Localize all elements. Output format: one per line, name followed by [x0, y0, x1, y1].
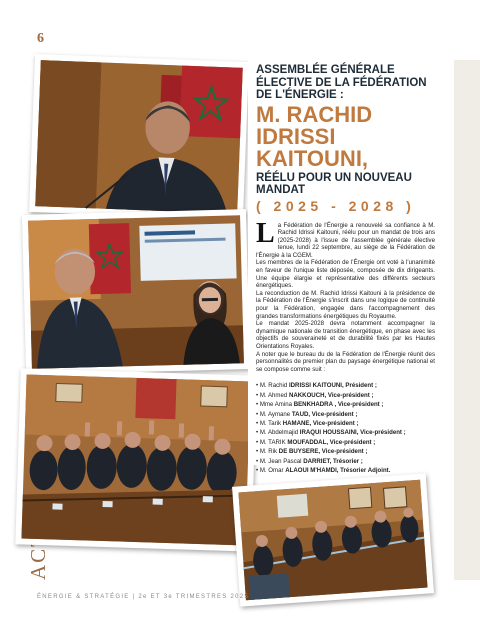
article-paragraph: Les membres de la Fédération de l'Énergie ont voté à l'unanimité en faveur de l'unique liste déposée, composée de dix dirigeants. Une équipe élargie et représentative des différents secteurs énergétiques.: [256, 259, 435, 290]
page-number: 6: [37, 31, 44, 46]
member-role: , Vice-président ;: [324, 391, 374, 399]
board-member-item: [256, 466, 435, 475]
member-prefix: Mme Amina: [259, 401, 294, 409]
board-members-list: [256, 381, 435, 475]
member-surname: IRAQUI HOUSSAINI: [299, 429, 357, 437]
magazine-footer: ÉNERGIE & STRATÉGIE | 2e ET 3e TRIMESTRES 2025: [37, 594, 250, 600]
member-prefix: M. Ahmed: [259, 391, 289, 399]
member-prefix: M. Rik: [259, 448, 279, 456]
member-surname: ALAOUI M'HAMDI: [285, 467, 337, 475]
member-surname: IDRISSI KAITOUNI: [288, 382, 342, 390]
member-surname: DARRIET: [303, 457, 330, 465]
photo-president-and-panel-image: [28, 215, 244, 368]
bullet-icon: •: [256, 457, 260, 465]
board-member-item: [256, 400, 435, 409]
member-prefix: M. Omar: [259, 467, 286, 475]
photo-assembly-vote: [15, 368, 256, 551]
photo-president-and-panel: [22, 209, 250, 375]
member-prefix: M. Jean Pascal: [259, 457, 304, 465]
member-prefix: M. Aymane: [259, 410, 292, 418]
bullet-icon: •: [256, 438, 260, 446]
article-paragraph: Le mandat 2025-2028 devra notamment accompagner la dynamique nationale de transition énergétique, en phase avec les objectifs de souveraineté et de durabilité fixés par les Hautes Orientations Royales.: [256, 320, 435, 350]
member-prefix: M. Tarik: [259, 420, 283, 427]
bullet-icon: •: [256, 420, 260, 427]
board-member-item: [256, 438, 435, 447]
photo-assembly-room-image: [238, 480, 427, 600]
member-prefix: M. TARIK: [259, 438, 288, 446]
board-member-item: [256, 391, 435, 400]
bullet-icon: •: [256, 448, 260, 456]
board-member-item: [256, 428, 435, 437]
article-body: [256, 217, 435, 374]
bullet-icon: •: [256, 401, 260, 409]
board-member-item: [256, 447, 435, 456]
member-prefix: M. Rachid: [259, 382, 289, 390]
article-paragraph: [256, 217, 435, 260]
board-member-item: [256, 457, 435, 466]
member-role: , Trésorier Adjoint.: [336, 467, 391, 475]
bullet-icon: •: [256, 391, 260, 399]
board-member-item: [256, 419, 435, 428]
board-member-item: [256, 381, 435, 390]
member-surname: DE BUYSERE: [278, 448, 319, 456]
article-paragraph-text: a Fédération de l'Énergie a renouvelé sa confiance à M. Rachid Idrissi Kaitouni, réélu pour un mandat de trois ans (2025-2028) à l'issue de l'assemblée générale élective tenue, lundi 22 septembre, au siège de la Fédération de l'Énergie à la CGEM.: [256, 221, 435, 259]
article-subtitle: RÉÉLU POUR UN NOUVEAU MANDAT: [256, 171, 412, 196]
bullet-icon: •: [256, 410, 260, 418]
bullet-icon: •: [256, 382, 260, 390]
article-paragraph: La reconduction de M. Rachid Idrissi Kaitouni à la présidence de la Fédération de l'Énergie s'inscrit dans une logique de continuité pour la Fédération, engagée dans l'accompagnement des grandes transformations énergétiques du Royaume.: [256, 289, 435, 320]
member-role: , Vice-président ;: [318, 448, 368, 456]
member-surname: BENKHADRA: [293, 401, 333, 409]
page-edge-strip: [454, 60, 480, 580]
member-role: , Président ;: [342, 382, 377, 390]
bullet-icon: •: [256, 467, 260, 475]
article-title: M. RACHID IDRISSI KAITOUNI,: [256, 101, 373, 171]
photo-speaker-portrait-image: [35, 60, 242, 214]
photo-assembly-room: [232, 473, 434, 606]
member-surname: HAMANE: [282, 420, 310, 427]
member-surname: MOUFADDAL: [287, 438, 327, 446]
member-surname: TAUD: [291, 410, 309, 418]
drop-cap: L: [256, 217, 275, 249]
member-prefix: M. Abdelmajid: [259, 429, 300, 437]
mandate-period: ( 2025 - 2028 ): [256, 197, 416, 214]
board-member-item: [256, 410, 435, 419]
member-role: , Trésorier ;: [329, 457, 363, 465]
article-paragraph: A noter que le bureau du de la Fédération de l'Énergie réunit des personnalités de premier plan du paysage énergétique national et se compose comme suit :: [256, 350, 435, 373]
photo-assembly-vote-image: [21, 375, 250, 546]
member-surname: NAKKOUCH: [288, 391, 325, 399]
member-role: , Vice-président ;: [326, 438, 376, 446]
article-block: [248, 54, 443, 475]
member-role: , Vice-président ;: [356, 429, 406, 437]
photo-speaker-portrait: [29, 54, 249, 220]
member-role: , Vice-président ;: [309, 420, 359, 427]
article-kicker: ASSEMBLÉE GÉNÉRALE ÉLECTIVE DE LA FÉDÉRATION DE L'ÉNERGIE :: [256, 64, 427, 101]
bullet-icon: •: [256, 429, 260, 437]
member-role: , Vice-président ;: [308, 410, 358, 418]
member-role: , Vice-président ;: [332, 401, 384, 409]
